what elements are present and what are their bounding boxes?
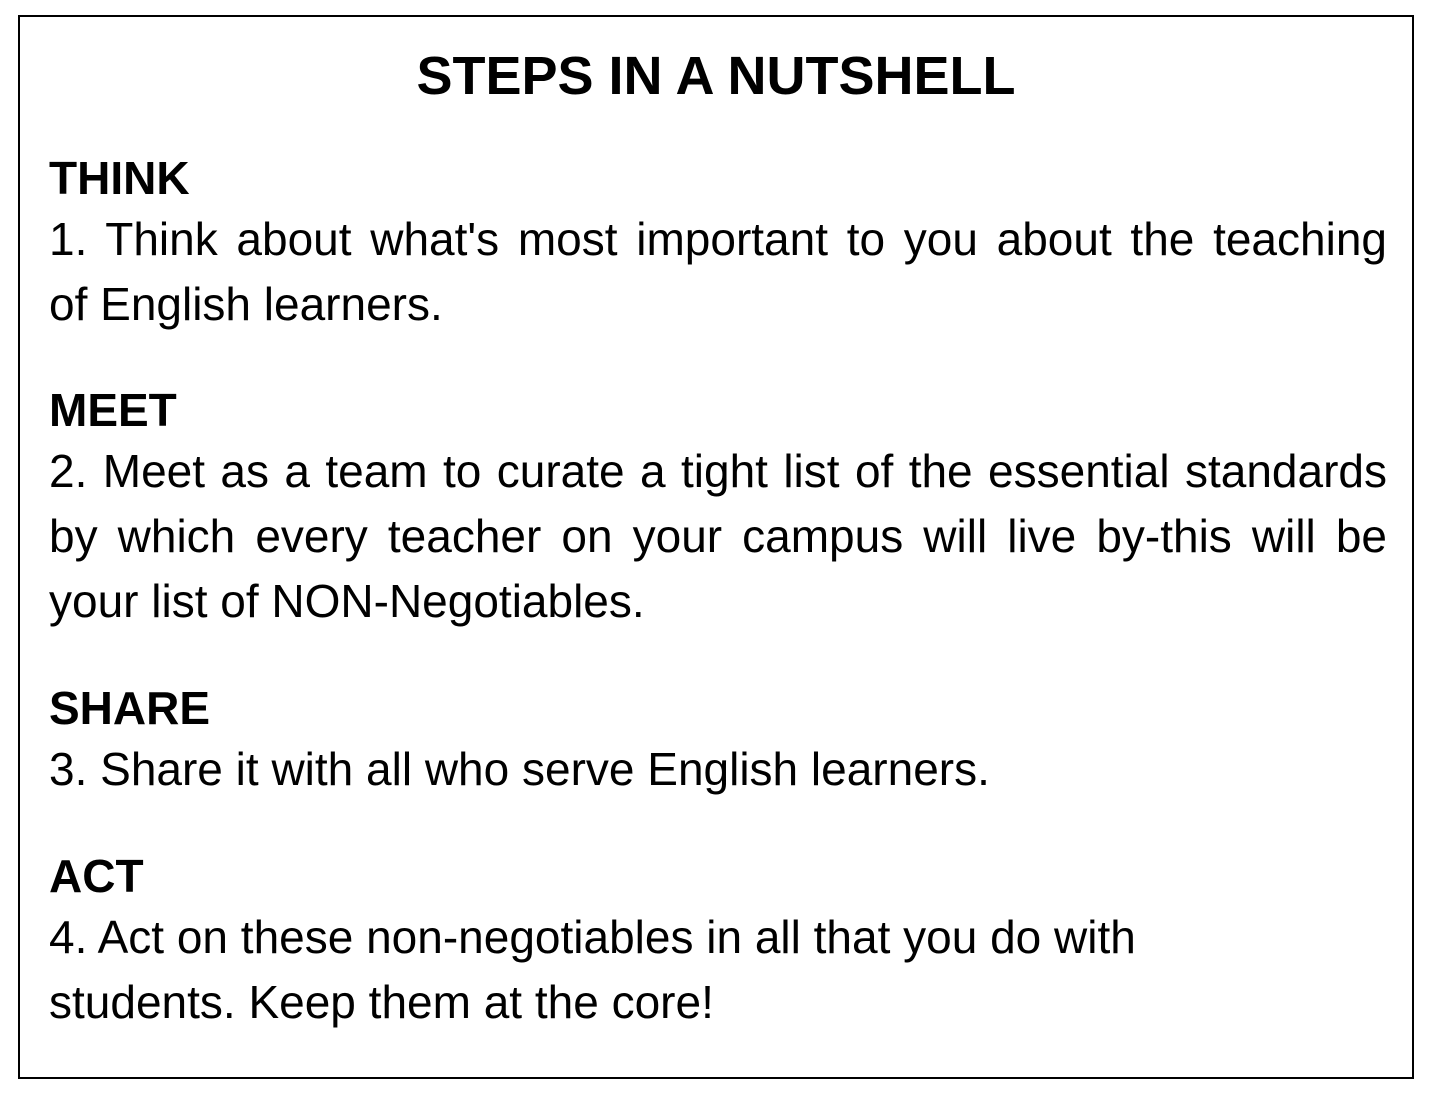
section-act bbox=[49, 847, 1387, 1035]
step-3-line-1: 3. Share it with all who serve English learners. bbox=[49, 743, 990, 795]
page-title: STEPS IN A NUTSHELL bbox=[416, 46, 1016, 106]
step-4-line-2: students. Keep them at the core! bbox=[49, 976, 714, 1028]
section-heading-think: THINK bbox=[49, 152, 190, 204]
section-heading-meet: MEET bbox=[49, 384, 177, 436]
step-4-line-1: 4. Act on these non-negotiables in all that you do with bbox=[49, 911, 1136, 963]
nutshell-box bbox=[18, 15, 1414, 1079]
section-meet bbox=[49, 381, 1387, 634]
step-2-line-2: by which every teacher on your campus will live by-this will be bbox=[49, 510, 1387, 562]
step-2-line-3: your list of NON-Negotiables. bbox=[49, 575, 645, 627]
step-1-line-1: 1. Think about what's most important to you about the teaching bbox=[49, 213, 1387, 265]
section-think bbox=[49, 149, 1387, 337]
step-1-line-2: of English learners. bbox=[49, 278, 443, 330]
section-heading-act: ACT bbox=[49, 850, 144, 902]
section-heading-share: SHARE bbox=[49, 682, 211, 734]
section-share bbox=[49, 679, 1387, 802]
step-2-line-1: 2. Meet as a team to curate a tight list of the essential standards bbox=[49, 445, 1387, 497]
